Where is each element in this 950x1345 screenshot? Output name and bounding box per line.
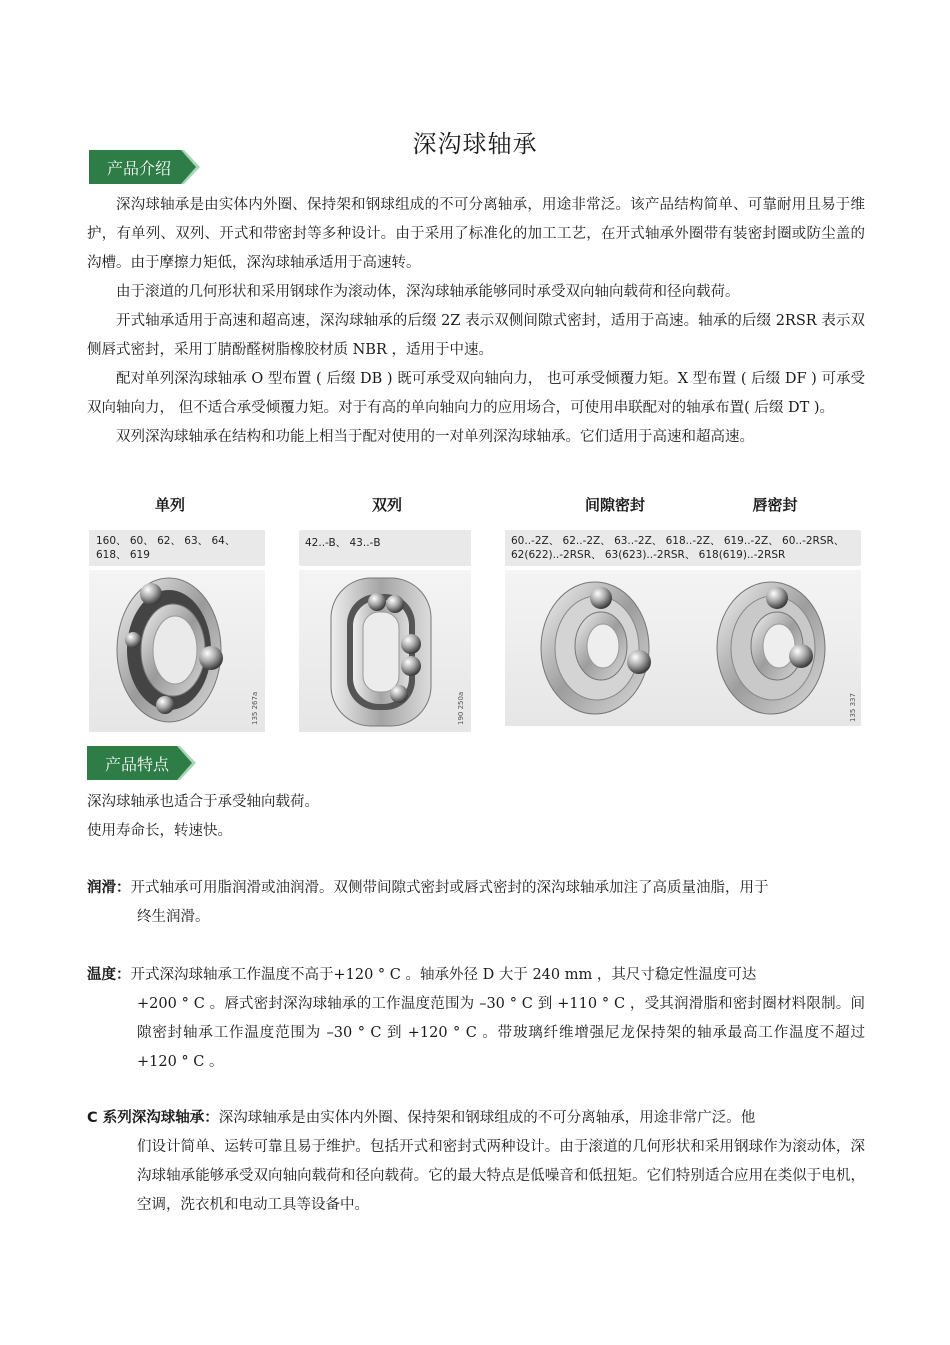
features-list <box>87 788 865 846</box>
section-tag-features-label: 产品特点 <box>105 754 170 774</box>
lubrication-text-cont: 终生润滑。 <box>137 909 210 925</box>
lubrication-label: 润滑： <box>87 880 131 896</box>
intro-paragraph: 深沟球轴承是由实体内外圈、保持架和钢球组成的不可分离轴承，用途非常泛。该产品结构简单、可靠耐用且易于维护，有单列、双列、开式和带密封等多种设计。由于采用了标准化的加工工艺，在开式轴承外圈带有装密封圈或防尘盖的沟槽。由于摩擦力矩低，深沟球轴承适用于高速转。 <box>87 197 865 271</box>
c-series-text: 深沟球轴承是由实体内外圈、保持架和钢球组成的不可分离轴承，用途非常广泛。他 <box>218 1110 756 1126</box>
temperature-label: 温度： <box>87 967 131 983</box>
lubrication-text: 开式轴承可用脂润滑或油润滑。双侧带间隙式密封或唇式密封的深沟球轴承加注了高质量油脂，用于 <box>130 880 769 896</box>
intro-paragraph: 由于滚道的几何形状和采用钢球作为滚动体，深沟球轴承能够同时承受双向轴向载荷和径向载荷。 <box>116 284 740 300</box>
double-row-bearing-image <box>299 570 471 732</box>
c-series-block <box>87 1104 865 1220</box>
section-tag-features <box>87 746 197 780</box>
code-line: 60..-2Z、 62..-2Z、 63..-2Z、 618..-2Z、 619..-2Z、 60..-2RSR、 <box>511 535 845 547</box>
code-line: 62(622)..-2RSR、 63(623)..-2RSR、 618(619)..-2RSR <box>511 549 786 561</box>
lubrication-block <box>87 874 865 932</box>
sealed-bearing-image <box>505 570 861 726</box>
page-title: 深沟球轴承 <box>412 130 538 158</box>
image-code: 190 250a <box>457 691 465 725</box>
code-text-double: 42..-B、 43..-B <box>305 537 381 549</box>
image-code: 135 337 <box>849 693 857 722</box>
feature-line: 使用寿命长，转速快。 <box>87 823 232 839</box>
code-text-sealed <box>511 534 844 562</box>
section-tag-intro <box>89 150 201 184</box>
code-line: 618、 619 <box>96 549 150 561</box>
column-header-single: 单列 <box>154 496 185 514</box>
code-line: 160、 60、 62、 63、 64、 <box>96 535 236 547</box>
intro-paragraph: 开式轴承适用于高速和超高速，深沟球轴承的后缀 2Z 表示双侧间隙式密封，适用于高速。轴承的后缀 2RSR 表示双侧唇式密封，采用丁腈酚醛树脂橡胶材质 NBR ，适用于中速。 <box>87 313 865 358</box>
column-header-double: 双列 <box>371 496 402 514</box>
feature-line: 深沟球轴承也适合于承受轴向载荷。 <box>87 794 319 810</box>
intro-paragraph: 配对单列深沟球轴承 O 型布置 ( 后缀 DB ) 既可承受双向轴向力， 也可承受倾覆力矩。X 型布置 ( 后缀 DF ) 可承受双向轴向力， 但不适合承受倾覆力矩。对于有高的单向轴向力的应用场合，可使用串联配对的轴承布置( 后缀 DT )。 <box>87 371 865 416</box>
section-tag-intro-label: 产品介绍 <box>107 158 172 178</box>
intro-paragraph: 双列深沟球轴承在结构和功能上相当于配对使用的一对单列深沟球轴承。它们适用于高速和超高速。 <box>116 429 754 445</box>
intro-text <box>87 191 865 452</box>
code-text-single <box>96 534 235 562</box>
c-series-text-cont: 们设计简单、运转可靠且易于维护。包括开式和密封式两种设计。由于滚道的几何形状和采用钢球作为滚动体，深沟球轴承能够承受双向轴向载荷和径向载荷。它的最大特点是低噪音和低扭矩。它们特别适合应用在类似于电机，空调，洗衣机和电动工具等设备中。 <box>137 1139 865 1213</box>
c-series-label: C 系列深沟球轴承： <box>87 1110 219 1126</box>
image-code: 135 267a <box>251 691 259 725</box>
column-header-gap-seal: 间隙密封 <box>584 496 645 514</box>
column-header-lip-seal: 唇密封 <box>752 496 798 514</box>
temperature-text-cont: +200 ° C 。唇式密封深沟球轴承的工作温度范围为 –30 ° C 到 +110 ° C ，受其润滑脂和密封圈材料限制。间隙密封轴承工作温度范围为 –30 ° C 到 +120 ° C 。带玻璃纤维增强尼龙保持架的轴承最高工作温度不超过+120 ° C 。 <box>137 996 865 1070</box>
temperature-block <box>87 961 865 1077</box>
temperature-text: 开式深沟球轴承工作温度不高于+120 ° C 。轴承外径 D 大于 240 mm ，其尺寸稳定性温度可达 <box>130 967 757 983</box>
single-row-bearing-image <box>89 570 265 732</box>
